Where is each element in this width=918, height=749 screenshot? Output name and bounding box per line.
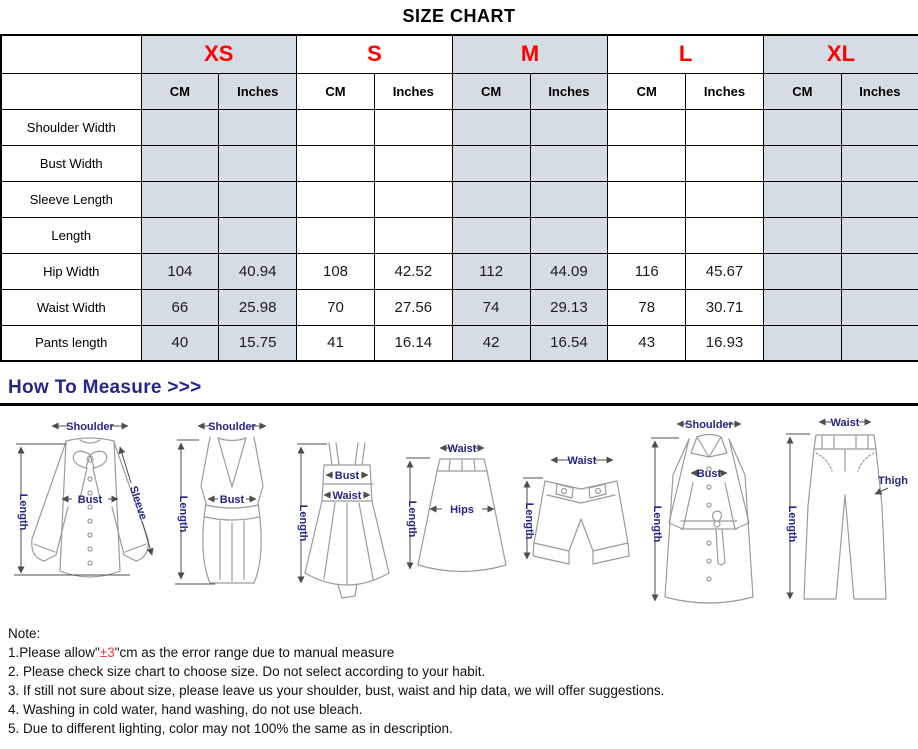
corner-cell xyxy=(1,73,141,109)
value-cell xyxy=(686,145,764,181)
value-cell xyxy=(219,109,297,145)
value-cell xyxy=(608,145,686,181)
measure-figures xyxy=(0,406,918,614)
tank-top-figure xyxy=(169,411,293,605)
value-cell: 41 xyxy=(297,325,375,361)
value-cell: 70 xyxy=(297,289,375,325)
value-cell xyxy=(763,145,841,181)
value-cell: 40.94 xyxy=(219,253,297,289)
value-cell xyxy=(841,253,918,289)
page-title: SIZE CHART xyxy=(402,6,516,26)
waist-label: Waist xyxy=(447,443,477,455)
row-label: Pants length xyxy=(1,325,141,361)
unit-header-inches: Inches xyxy=(374,73,452,109)
value-cell xyxy=(141,109,219,145)
value-cell xyxy=(686,181,764,217)
note-line-1 xyxy=(8,643,918,662)
value-cell xyxy=(763,181,841,217)
value-cell: 30.71 xyxy=(686,289,764,325)
value-cell xyxy=(763,289,841,325)
value-cell xyxy=(763,325,841,361)
value-cell xyxy=(530,217,608,253)
unit-header-cm: CM xyxy=(763,73,841,109)
length-label: Length xyxy=(405,500,418,538)
unit-header-inches: Inches xyxy=(219,73,297,109)
value-cell: 16.14 xyxy=(374,325,452,361)
shoulder-label: Shoulder xyxy=(685,419,734,431)
size-header-xl: XL xyxy=(763,35,918,73)
value-cell xyxy=(219,217,297,253)
value-cell xyxy=(141,217,219,253)
unit-header-cm: CM xyxy=(141,73,219,109)
row-label: Shoulder Width xyxy=(1,109,141,145)
table-row xyxy=(1,289,918,325)
value-cell: 16.54 xyxy=(530,325,608,361)
value-cell xyxy=(763,253,841,289)
table-row xyxy=(1,145,918,181)
bust-label: Bust xyxy=(77,494,103,506)
unit-header-inches: Inches xyxy=(686,73,764,109)
pants-outline xyxy=(804,435,886,599)
value-cell: 45.67 xyxy=(686,253,764,289)
value-cell xyxy=(374,109,452,145)
pants-figure xyxy=(776,411,910,611)
value-cell xyxy=(530,109,608,145)
size-header-l: L xyxy=(608,35,764,73)
value-cell: 25.98 xyxy=(219,289,297,325)
size-header-s: S xyxy=(297,35,453,73)
table-row xyxy=(1,217,918,253)
thigh-label: Thigh xyxy=(877,475,908,487)
value-cell xyxy=(452,217,530,253)
value-cell xyxy=(608,109,686,145)
value-cell xyxy=(141,181,219,217)
table-row xyxy=(1,181,918,217)
length-label: Length xyxy=(785,505,798,543)
value-cell xyxy=(608,217,686,253)
note-line-5: 5. Due to different lighting, color may not 100% the same as in description. xyxy=(8,721,453,736)
value-cell: 112 xyxy=(452,253,530,289)
value-cell xyxy=(452,145,530,181)
size-chart-table xyxy=(0,34,918,362)
notes-section xyxy=(8,624,918,738)
value-cell xyxy=(841,325,918,361)
waist-label: Waist xyxy=(830,417,860,429)
row-label: Length xyxy=(1,217,141,253)
value-cell xyxy=(530,145,608,181)
blouse-figure xyxy=(8,411,168,605)
value-cell: 16.93 xyxy=(686,325,764,361)
value-cell xyxy=(608,181,686,217)
table-row xyxy=(1,109,918,145)
value-cell xyxy=(452,109,530,145)
value-cell xyxy=(841,181,918,217)
tank-outline xyxy=(201,437,263,583)
value-cell: 15.75 xyxy=(219,325,297,361)
value-cell xyxy=(452,181,530,217)
row-label: Waist Width xyxy=(1,289,141,325)
unit-header-inches: Inches xyxy=(530,73,608,109)
skirt-figure xyxy=(402,437,518,589)
sleeve-label: Sleeve xyxy=(126,484,150,522)
value-cell: 43 xyxy=(608,325,686,361)
dress-figure xyxy=(293,437,401,607)
value-cell: 116 xyxy=(608,253,686,289)
value-cell xyxy=(297,145,375,181)
value-cell: 27.56 xyxy=(374,289,452,325)
unit-header-cm: CM xyxy=(608,73,686,109)
table-row xyxy=(1,325,918,361)
shorts-outline xyxy=(533,481,629,564)
note-line-4: 4. Washing in cold water, hand washing, do not use bleach. xyxy=(8,702,363,717)
value-cell: 42 xyxy=(452,325,530,361)
value-cell xyxy=(841,109,918,145)
note-1-highlight: ±3 xyxy=(99,645,115,660)
row-label: Hip Width xyxy=(1,253,141,289)
notes-heading: Note: xyxy=(8,626,41,641)
length-label: Length xyxy=(522,502,535,540)
coat-outline xyxy=(665,435,753,604)
measure-arrows xyxy=(651,424,741,601)
value-cell xyxy=(841,145,918,181)
length-label: Length xyxy=(651,505,664,543)
note-1-prefix: 1.Please allow" xyxy=(8,645,100,660)
shorts-figure xyxy=(519,447,643,577)
value-cell: 74 xyxy=(452,289,530,325)
bust-label: Bust xyxy=(335,470,360,482)
value-cell xyxy=(841,217,918,253)
size-header-xs: XS xyxy=(141,35,297,73)
size-header-m: M xyxy=(452,35,608,73)
note-line-2: 2. Please check size chart to choose size. Do not select according to your habit. xyxy=(8,664,486,679)
value-cell xyxy=(374,145,452,181)
row-label: Bust Width xyxy=(1,145,141,181)
value-cell: 29.13 xyxy=(530,289,608,325)
dress-outline xyxy=(305,443,389,598)
value-cell xyxy=(297,181,375,217)
unit-header-cm: CM xyxy=(297,73,375,109)
length-label: Length xyxy=(297,504,310,542)
value-cell xyxy=(374,217,452,253)
value-cell: 42.52 xyxy=(374,253,452,289)
hips-label: Hips xyxy=(450,504,474,516)
value-cell xyxy=(219,145,297,181)
row-label: Sleeve Length xyxy=(1,181,141,217)
value-cell xyxy=(374,181,452,217)
length-label: Length xyxy=(17,493,29,531)
value-cell: 40 xyxy=(141,325,219,361)
value-cell: 66 xyxy=(141,289,219,325)
coat-figure xyxy=(643,411,775,611)
bust-label: Bust xyxy=(697,468,722,480)
unit-header-inches: Inches xyxy=(841,73,918,109)
shoulder-label: Shoulder xyxy=(207,421,256,433)
value-cell xyxy=(841,289,918,325)
table-row xyxy=(1,253,918,289)
value-cell xyxy=(686,217,764,253)
value-cell xyxy=(530,181,608,217)
corner-cell xyxy=(1,35,141,73)
length-label: Length xyxy=(176,495,189,533)
note-1-suffix: "cm as the error range due to manual measure xyxy=(114,645,395,660)
value-cell: 108 xyxy=(297,253,375,289)
value-cell xyxy=(297,109,375,145)
waist-label: Waist xyxy=(567,455,597,467)
value-cell: 44.09 xyxy=(530,253,608,289)
bust-label: Bust xyxy=(219,494,244,506)
blouse-outline xyxy=(32,438,149,577)
value-cell xyxy=(219,181,297,217)
value-cell: 78 xyxy=(608,289,686,325)
shoulder-label: Shoulder xyxy=(66,421,114,433)
value-cell xyxy=(686,109,764,145)
value-cell: 104 xyxy=(141,253,219,289)
how-to-measure-heading: How To Measure >>> xyxy=(8,377,202,398)
value-cell xyxy=(763,109,841,145)
value-cell xyxy=(763,217,841,253)
value-cell xyxy=(297,217,375,253)
value-cell xyxy=(141,145,219,181)
waist-label: Waist xyxy=(332,490,362,502)
unit-header-cm: CM xyxy=(452,73,530,109)
note-line-3: 3. If still not sure about size, please leave us your shoulder, bust, waist and hip data, we will offer suggestions. xyxy=(8,683,665,698)
